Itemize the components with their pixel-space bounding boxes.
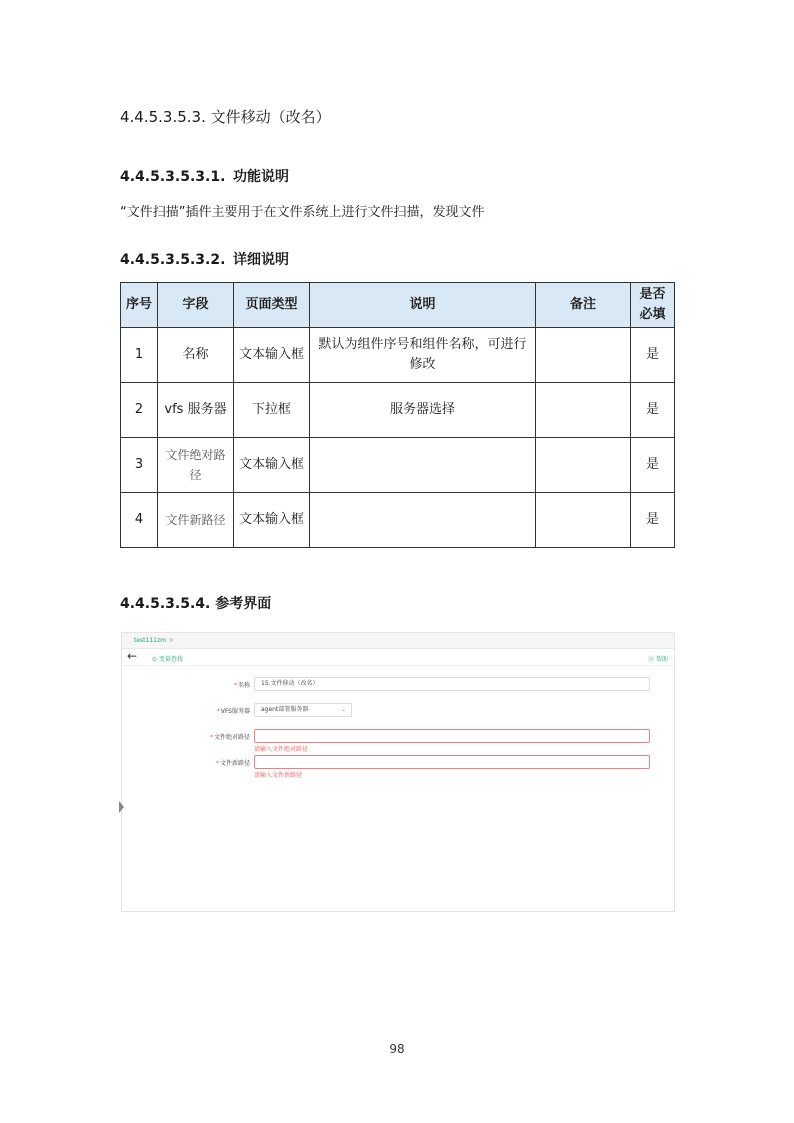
col-header-note: 备注: [536, 283, 631, 328]
cell-no: 4: [121, 493, 158, 548]
cell-note: [536, 383, 631, 438]
cell-type: 文本输入框: [234, 493, 310, 548]
section-heading: 4.4.5.3.5.3. 文件移动（改名）: [120, 108, 331, 126]
cell-note: [536, 438, 631, 493]
form-row-new-path: [122, 755, 674, 779]
new-path-error: 请输入文件新路径: [254, 772, 303, 779]
new-path-label: 文件新路径: [219, 760, 250, 767]
vfs-label: VFS服务器: [220, 708, 250, 715]
cell-required: 是: [631, 383, 675, 438]
subsection-heading-detail: [120, 249, 289, 269]
table-row: [121, 328, 675, 383]
subsection-title: 参考界面: [215, 596, 272, 612]
subsection-number: 4.4.5.3.5.4.: [120, 596, 211, 612]
cell-no: 1: [121, 328, 158, 383]
description-paragraph: “文件扫描”插件主要用于在文件系统上进行文件扫描，发现文件: [120, 205, 485, 220]
form-row-abs-path: [122, 729, 674, 753]
abs-path-label: 文件绝对路径: [213, 734, 250, 741]
cell-desc: [310, 493, 536, 548]
back-arrow-icon[interactable]: ←: [127, 649, 138, 663]
form-row-vfs: [122, 703, 674, 717]
cell-field: 文件绝对路径: [158, 438, 234, 493]
subsection-number: 4.4.5.3.5.3.2.: [120, 252, 226, 268]
col-header-no: 序号: [121, 283, 158, 328]
form-label: [210, 732, 250, 741]
form-label: [216, 758, 250, 767]
cell-required: 是: [631, 328, 675, 383]
cell-note: [536, 328, 631, 383]
table-row: [121, 383, 675, 438]
name-label: 名称: [237, 682, 250, 689]
cell-note: [536, 493, 631, 548]
cell-type: 文本输入框: [234, 438, 310, 493]
vfs-server-select[interactable]: [254, 703, 352, 717]
table-header-row: [121, 283, 675, 328]
toolbar: [122, 649, 674, 666]
cell-required: 是: [631, 493, 675, 548]
form-label: [234, 680, 250, 689]
tab-bar: [122, 633, 674, 649]
cell-no: 3: [121, 438, 158, 493]
table-row: [121, 438, 675, 493]
field-spec-table: [120, 282, 675, 548]
reference-screenshot: [121, 632, 675, 912]
abs-path-input[interactable]: [254, 729, 650, 743]
table-row: [121, 493, 675, 548]
cell-field: 名称: [158, 328, 234, 383]
form-row-name: [122, 677, 674, 691]
subsection-title: 详细说明: [233, 252, 289, 268]
name-input[interactable]: 15.文件移动（改名）: [254, 677, 650, 691]
subsection-title: 功能说明: [233, 169, 289, 185]
cell-required: 是: [631, 438, 675, 493]
form-label: [217, 706, 250, 715]
new-path-input[interactable]: [254, 755, 650, 769]
required-mark: *: [215, 760, 219, 767]
close-icon[interactable]: ×: [168, 637, 174, 644]
col-header-required: 是否必填: [631, 283, 675, 328]
required-mark: *: [216, 708, 220, 715]
cell-desc: 服务器选择: [310, 383, 536, 438]
vfs-selected-value: agent部署服务器: [261, 706, 309, 713]
abs-path-error: 请输入文件绝对路径: [254, 746, 309, 753]
cell-desc: [310, 438, 536, 493]
tab-test111zm[interactable]: [134, 637, 174, 644]
help-link[interactable]: ⓪ 帮助: [648, 656, 668, 663]
col-header-desc: 说明: [310, 283, 536, 328]
tab-label: test111zm: [134, 637, 166, 644]
col-header-field: 字段: [158, 283, 234, 328]
expand-handle-icon[interactable]: [119, 801, 124, 813]
cell-type: 下拉框: [234, 383, 310, 438]
chevron-down-icon: ⌄: [340, 706, 346, 713]
col-header-type: 页面类型: [234, 283, 310, 328]
subsection-number: 4.4.5.3.5.3.1.: [120, 169, 226, 185]
cell-field: vfs 服务器: [158, 383, 234, 438]
cell-type: 文本输入框: [234, 328, 310, 383]
cell-no: 2: [121, 383, 158, 438]
required-mark: *: [209, 734, 213, 741]
subsection-heading-function: [120, 166, 289, 186]
subsection-heading-reference: [120, 593, 271, 613]
variable-search-link[interactable]: ⊙ 变量查找: [152, 656, 183, 663]
page-number: 98: [389, 1042, 405, 1056]
cell-field: 文件新路径: [158, 493, 234, 548]
required-mark: *: [233, 682, 237, 689]
cell-desc: 默认为组件序号和组件名称，可进行修改: [310, 328, 536, 383]
